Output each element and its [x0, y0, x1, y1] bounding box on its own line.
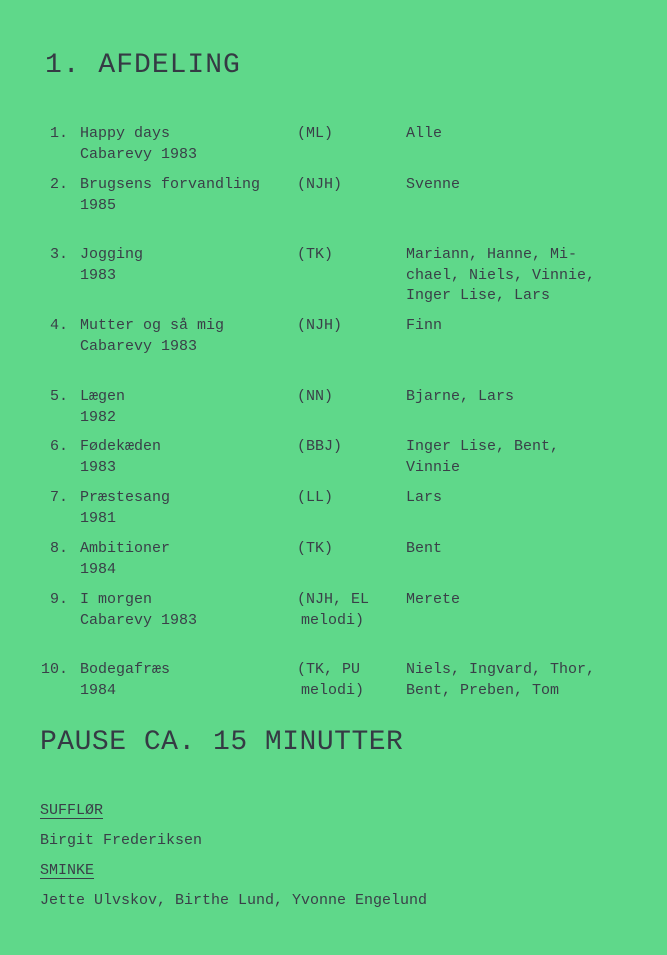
item-title-block — [80, 590, 197, 631]
item-origin: 1983 — [80, 458, 117, 476]
item-origin: Cabarevy 1983 — [80, 145, 198, 163]
item-title-block — [80, 124, 197, 165]
item-number: 9. — [49, 591, 68, 608]
item-cast — [406, 437, 559, 478]
item-cast — [406, 316, 442, 337]
item-author — [297, 245, 333, 266]
item-number: 1. — [49, 125, 68, 142]
item-author-line: (TK) — [297, 246, 334, 263]
item-author-line: (NN) — [297, 388, 334, 405]
item-origin: 1983 — [80, 266, 117, 284]
item-cast-line: Mariann, Hanne, Mi- — [406, 246, 578, 263]
item-origin: 1981 — [80, 509, 117, 527]
sminke-names: Jette Ulvskov, Birthe Lund, Yvonne Engelund — [40, 892, 428, 909]
item-number: 4. — [49, 317, 68, 334]
item-cast-line: Vinnie — [406, 458, 461, 476]
item-cast — [406, 387, 514, 408]
item-title-block — [80, 175, 260, 216]
item-title-block — [80, 488, 170, 529]
item-author-line: (TK) — [297, 540, 334, 557]
item-author-line: (ML) — [297, 125, 334, 142]
item-author — [297, 539, 333, 560]
item-number: 6. — [49, 438, 68, 455]
item-cast — [406, 660, 595, 701]
item-author — [297, 488, 333, 509]
item-cast-line: chael, Niels, Vinnie, — [406, 266, 596, 284]
item-title-block — [80, 437, 161, 478]
suffloer-name: Birgit Frederiksen — [40, 832, 203, 849]
item-title-block — [80, 387, 125, 428]
item-number: 7. — [49, 489, 68, 506]
item-title-block — [80, 316, 224, 357]
item-origin: 1984 — [80, 560, 117, 578]
item-author-line: (NJH, EL — [297, 591, 370, 608]
item-cast-line: Svenne — [406, 176, 461, 193]
item-cast-line: Bent, Preben, Tom — [406, 681, 560, 699]
item-title: Fødekæden — [80, 438, 162, 455]
item-origin: 1984 — [80, 681, 117, 699]
item-origin: 1985 — [80, 196, 117, 214]
item-cast — [406, 539, 442, 560]
item-title-block — [80, 539, 170, 580]
item-author — [297, 316, 342, 337]
item-cast — [406, 124, 442, 145]
item-origin: 1982 — [80, 408, 117, 426]
item-cast — [406, 175, 460, 196]
sminke-label: SMINKE — [40, 862, 95, 879]
item-cast-line: Lars — [406, 489, 443, 506]
suffloer-label: SUFFLØR — [40, 802, 104, 819]
item-author — [297, 387, 333, 408]
item-number: 5. — [49, 388, 68, 405]
item-author — [297, 590, 369, 631]
item-number: 3. — [49, 246, 68, 263]
item-number: 10. — [40, 661, 68, 678]
item-title: Lægen — [80, 388, 126, 405]
item-title: I morgen — [80, 591, 153, 608]
item-title: Brugsens forvandling — [80, 176, 261, 193]
item-title: Bodegafræs — [80, 661, 171, 678]
item-cast-line: Inger Lise, Lars — [406, 287, 551, 304]
item-cast-line: Finn — [406, 317, 443, 334]
item-title: Jogging — [80, 246, 144, 263]
item-title-block — [80, 660, 170, 701]
item-title: Happy days — [80, 125, 171, 142]
item-cast-line: Alle — [406, 125, 443, 142]
item-title: Mutter og så mig — [80, 317, 225, 334]
item-cast — [406, 245, 595, 307]
item-author — [297, 175, 342, 196]
item-author-line: (TK, PU — [297, 661, 361, 678]
item-author — [297, 437, 342, 458]
item-cast-line: Merete — [406, 591, 461, 608]
pause-notice: PAUSE CA. 15 MINUTTER — [40, 727, 404, 758]
page-title: 1. AFDELING — [45, 50, 241, 81]
item-title-block — [80, 245, 143, 286]
item-cast-line: Inger Lise, Bent, — [406, 438, 560, 455]
item-cast-line: Bent — [406, 540, 443, 557]
item-author-line: (NJH) — [297, 176, 343, 193]
item-author — [297, 124, 333, 145]
item-origin: Cabarevy 1983 — [80, 337, 198, 355]
item-number: 2. — [49, 176, 68, 193]
item-author-line: (LL) — [297, 489, 334, 506]
item-title: Ambitioner — [80, 540, 171, 557]
item-author-line: melodi) — [301, 681, 365, 699]
item-cast-line: Bjarne, Lars — [406, 388, 515, 405]
item-number: 8. — [49, 540, 68, 557]
item-author-line: (BBJ) — [297, 438, 343, 455]
item-cast — [406, 590, 460, 611]
item-title: Præstesang — [80, 489, 171, 506]
item-origin: Cabarevy 1983 — [80, 611, 198, 629]
item-author — [297, 660, 364, 701]
item-cast — [406, 488, 442, 509]
item-author-line: (NJH) — [297, 317, 343, 334]
item-cast-line: Niels, Ingvard, Thor, — [406, 661, 596, 678]
item-author-line: melodi) — [301, 611, 365, 629]
